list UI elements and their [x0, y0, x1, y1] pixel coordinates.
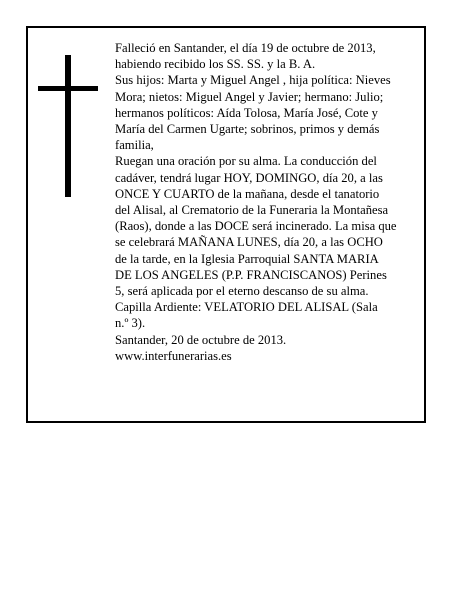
text-line: Falleció en Santander, el día 19 de octubre de 2013, [115, 41, 376, 55]
text-line: familia, [115, 138, 154, 153]
cross-horizontal-bar [38, 86, 98, 91]
text-line: 5, será aplicada por el eterno descanso de su alma. [115, 284, 369, 299]
text-line: María del Carmen Ugarte; sobrinos, primos y demás [115, 122, 380, 137]
text-line: Santander, 20 de octubre de 2013. [115, 332, 287, 347]
text-line: DE LOS ANGELES (P.P. FRANCISCANOS) Perines [115, 267, 387, 282]
text-line: Ruegan una oración por su alma. La conducción del [115, 154, 377, 169]
cross-icon [38, 55, 98, 197]
text-line: del Alisal, al Crematorio de la Funeraria la Montañesa [115, 203, 389, 218]
text-line: n.º 3). [115, 316, 146, 331]
text-line: hermanos políticos: Aída Tolosa, María José, Cote y [115, 105, 378, 120]
cross-vertical-bar [65, 55, 71, 197]
text-line: habiendo recibido los SS. SS. y la B. A. [115, 57, 316, 72]
text-line: ONCE Y CUARTO de la mañana, desde el tanatorio [115, 186, 380, 201]
text-line: Mora; nietos: Miguel Angel y Javier; hermano: Julio; [115, 89, 384, 104]
text-line: cadáver, tendrá lugar HOY, DOMINGO, día 20, a las [115, 170, 383, 185]
text-line: Sus hijos: Marta y Miguel Angel , hija política: Nieves [115, 73, 391, 88]
website-link-text: www.interfunerarias.es [115, 348, 232, 363]
text-line: (Raos), donde a las DOCE será incinerado. La misa que [115, 219, 397, 234]
obituary-text [115, 40, 407, 364]
text-line: de la tarde, en la Iglesia Parroquial SANTA MARIA [115, 251, 379, 266]
text-line: Capilla Ardiente: VELATORIO DEL ALISAL (Sala [115, 300, 378, 315]
text-line: se celebrará MAÑANA LUNES, día 20, a las OCHO [115, 235, 383, 250]
